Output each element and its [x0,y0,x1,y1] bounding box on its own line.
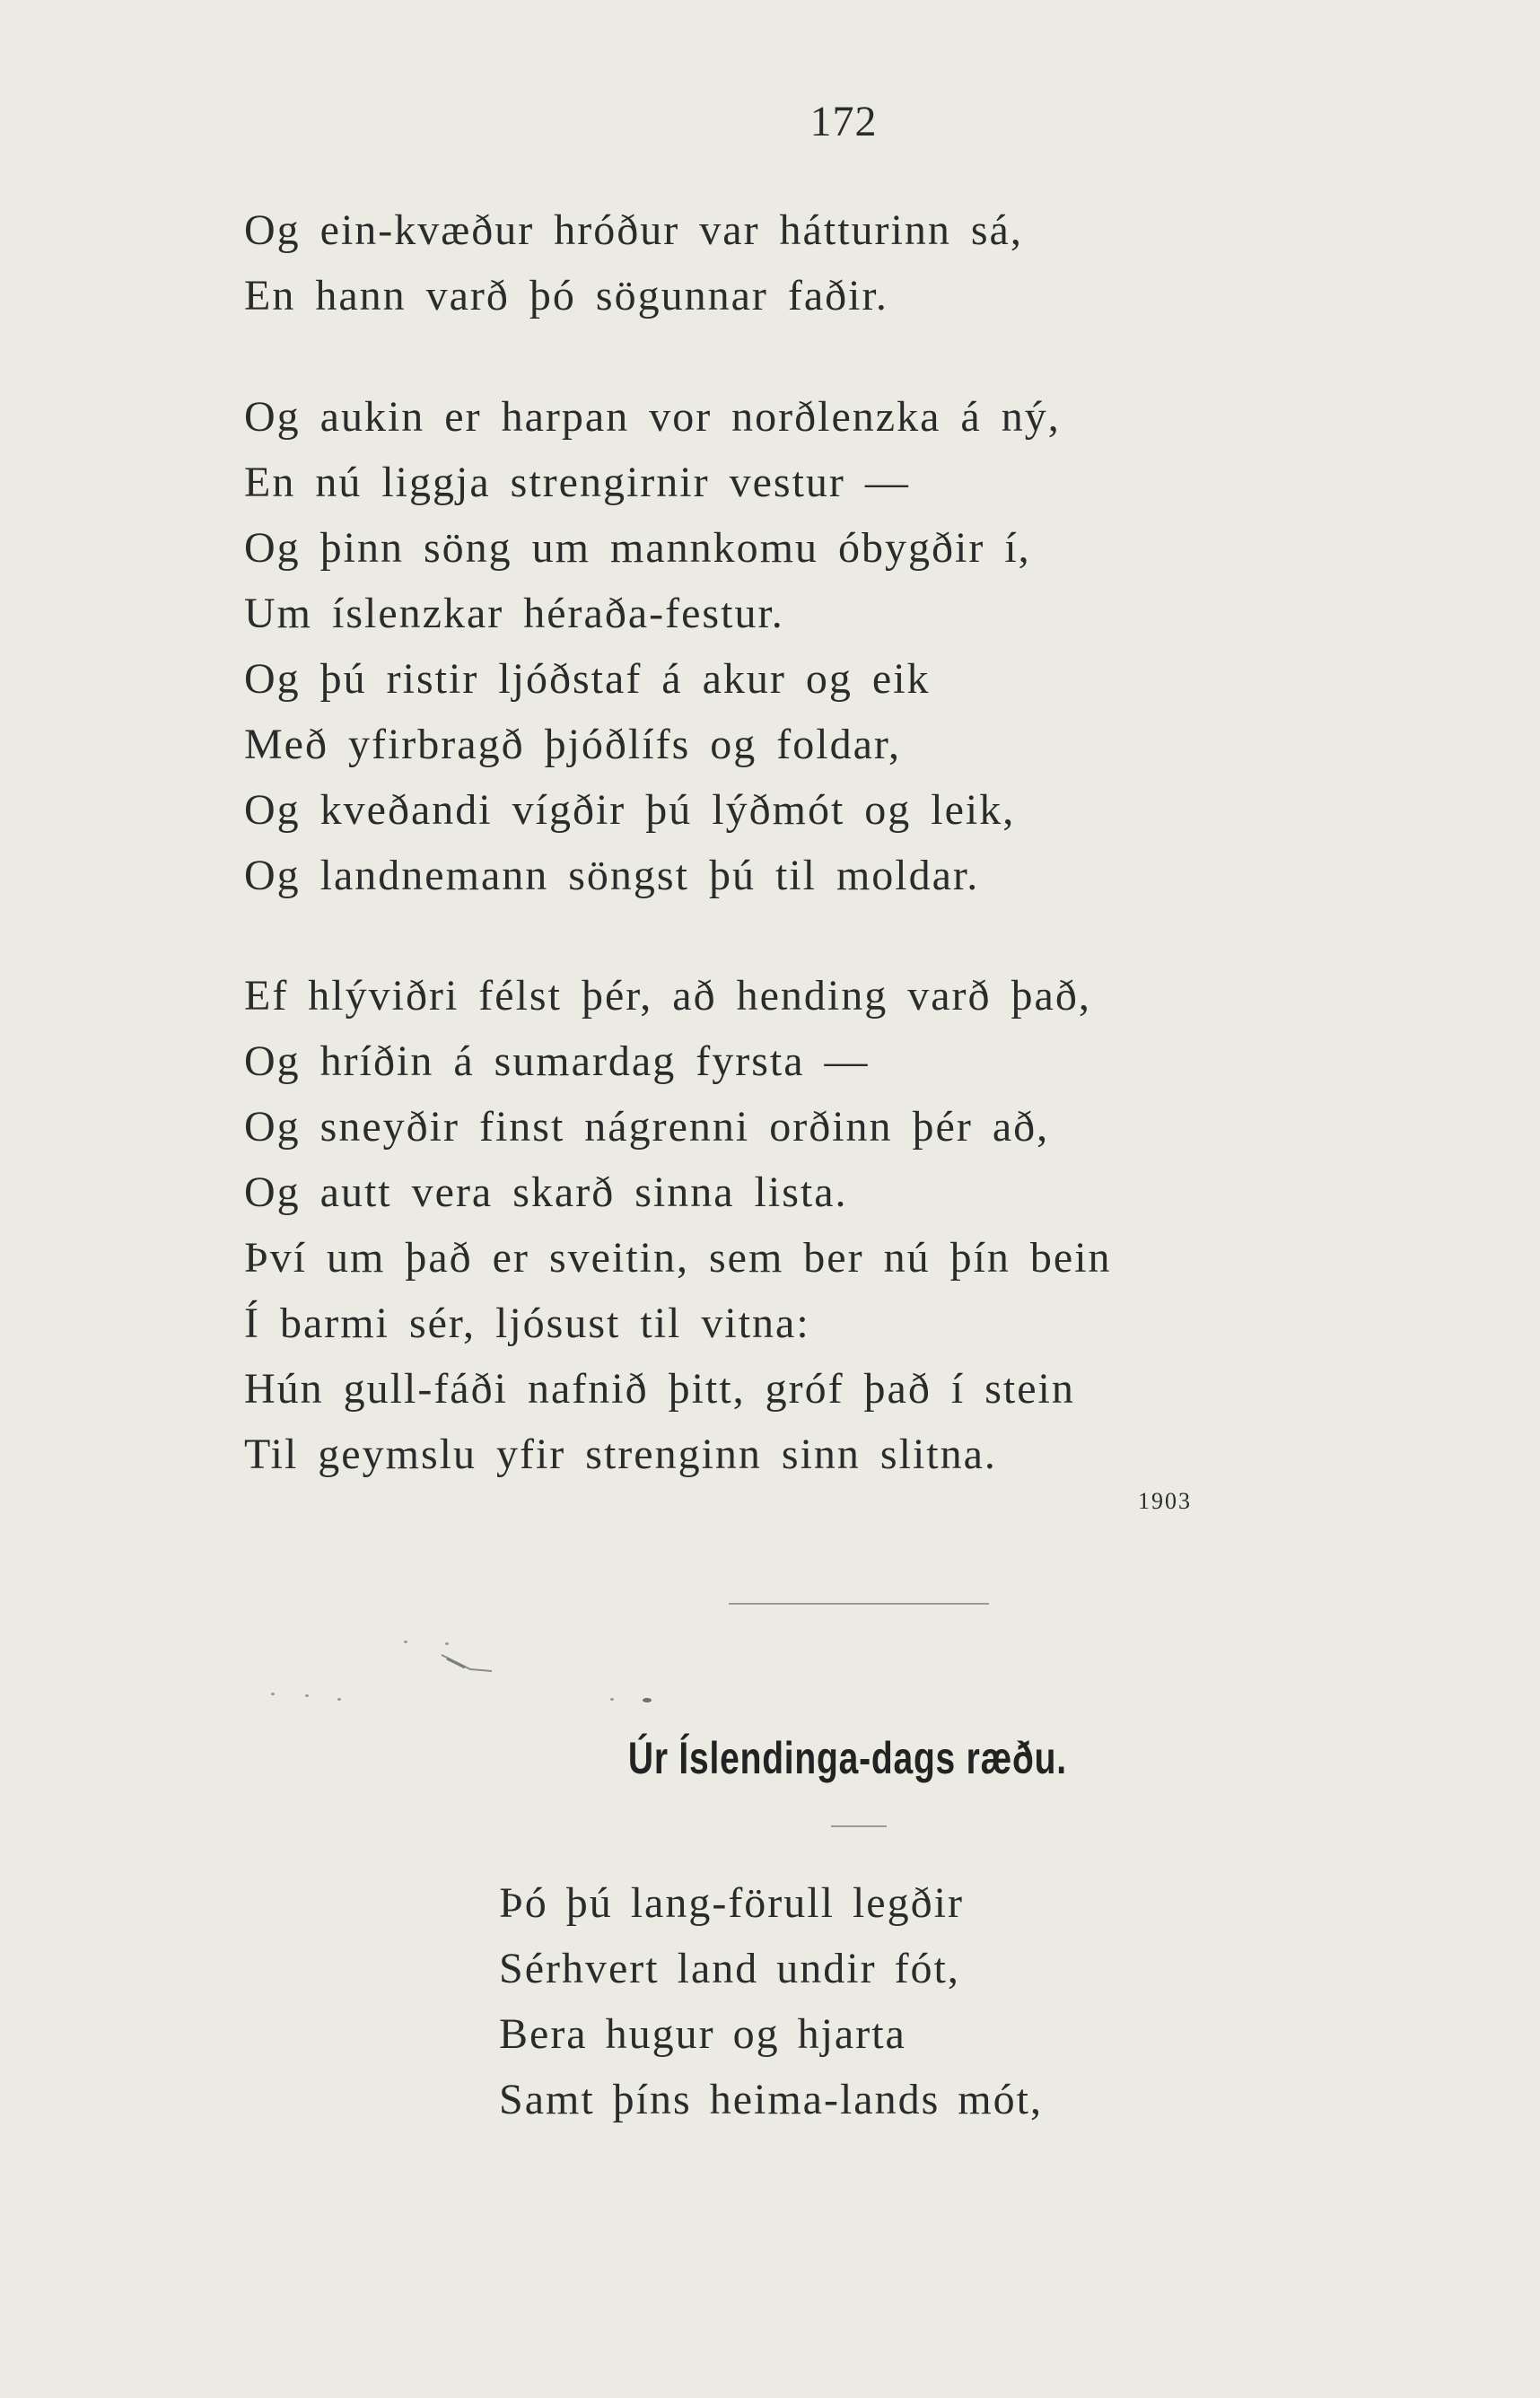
section-divider [729,1603,989,1605]
poem-line: En hann varð þó sögunnar faðir. [244,272,888,319]
poem-line: Og sneyðir finst nágrenni orðinn þér að, [244,1103,1050,1151]
title-underline [831,1825,887,1827]
section-title: Úr Íslendinga-dags ræðu. [627,1733,1067,1783]
poem-line: Og kveðandi vígðir þú lýðmót og leik, [244,786,1016,834]
poem-line: Og þinn söng um mannkomu óbygðir í, [244,524,1031,572]
ink-smudge-decoration [438,1650,537,1685]
poem-line: Í barmi sér, ljósust til vitna: [244,1300,810,1347]
speck [271,1693,275,1695]
poem-line: Með yfirbragð þjóðlífs og foldar, [244,721,901,768]
poem-stanza-3 [244,963,1112,1487]
speck [337,1698,341,1701]
poem-line: Og landnemann söngst þú til moldar. [244,852,980,899]
speck [445,1642,449,1645]
speck [610,1698,614,1701]
poem-line: Þó þú lang-förull legðir [499,1879,964,1927]
poem-stanza-1 [244,197,1023,328]
poem-line: Því um það er sveitin, sem ber nú þín bein [244,1234,1112,1282]
poem-year: 1903 [1138,1488,1192,1514]
speck [643,1698,652,1702]
poem-line: En nú liggja strengirnir vestur — [244,459,910,506]
poem-line: Og autt vera skarð sinna lista. [244,1168,848,1216]
section-poem [499,1870,1043,2132]
poem-line: Ef hlýviðri félst þér, að hending varð það, [244,972,1091,1020]
poem-line: Og hríðin á sumardag fyrsta — [244,1037,870,1085]
page-number: 172 [809,98,878,145]
poem-line: Til geymslu yfir strenginn sinn slitna. [244,1431,997,1478]
poem-stanza-2 [244,384,1061,908]
poem-line: Um íslenzkar héraða-festur. [244,590,784,637]
speck [404,1641,407,1643]
poem-line: Og ein-kvæður hróður var hátturinn sá, [244,206,1023,254]
poem-line: Og aukin er harpan vor norðlenzka á ný, [244,393,1061,441]
poem-line: Samt þíns heima-lands mót, [499,2076,1043,2123]
poem-line: Sérhvert land undir fót, [499,1945,960,1992]
poem-line: Bera hugur og hjarta [499,2010,906,2058]
speck [305,1694,309,1697]
poem-line: Og þú ristir ljóðstaf á akur og eik [244,655,931,703]
poem-line: Hún gull-fáði nafnið þitt, gróf það í stein [244,1365,1075,1413]
